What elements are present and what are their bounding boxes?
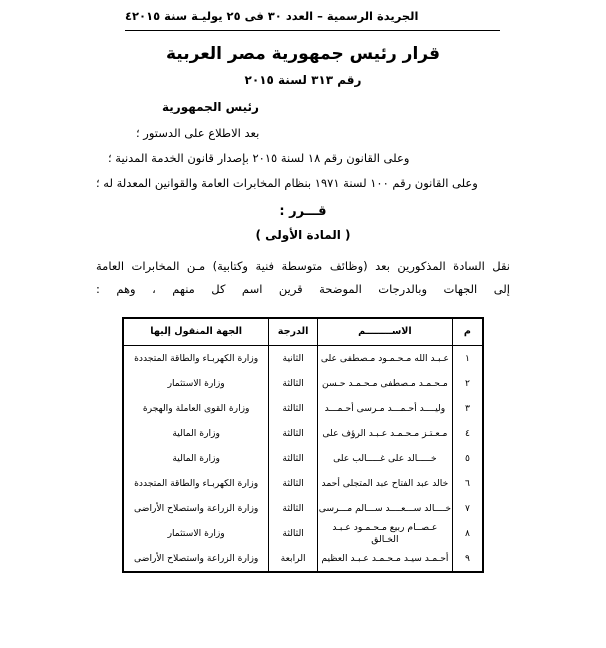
table-row xyxy=(123,446,483,471)
column-header-index: م xyxy=(452,318,483,346)
cell-index: ٩ xyxy=(452,546,483,572)
cell-name: خالد عبد الفتاح عبد المتجلى أحمد xyxy=(317,471,452,496)
cell-destination: وزارة المالية xyxy=(123,446,269,471)
cell-grade: الثالثة xyxy=(269,371,318,396)
cell-index: ١ xyxy=(452,346,483,372)
cell-grade: الثانية xyxy=(269,346,318,372)
cell-destination: وزارة المالية xyxy=(123,421,269,446)
signatory-label: رئيس الجمهورية xyxy=(162,100,259,114)
cell-index: ٢ xyxy=(452,371,483,396)
column-header-destination: الجهة المنقول إليها xyxy=(123,318,269,346)
cell-destination: وزارة الزراعة واستصلاح الأراضى xyxy=(123,546,269,572)
table-row xyxy=(123,421,483,446)
article-one-body xyxy=(96,255,510,301)
cell-destination: وزارة الكهربـاء والطاقة المتجددة xyxy=(123,471,269,496)
whereas-clause-2: وعلى القانون رقم ١٨ لسنة ٢٠١٥ بإصدار قانون الخدمة المدنية ؛ xyxy=(108,151,410,165)
cell-name: عـصــام ربيع مـحـمـود عـبـد الخـالق xyxy=(317,521,452,546)
article-body-line-2: إلى الجهات وبالدرجات الموضحة قرين اسم كل منهم ، وهم : xyxy=(96,282,510,296)
cell-index: ٥ xyxy=(452,446,483,471)
cell-index: ٦ xyxy=(452,471,483,496)
column-header-grade: الدرجة xyxy=(269,318,318,346)
transfers-table-container xyxy=(122,317,484,573)
cell-name: مـعـتـز مـحـمـد عـبـد الرؤف على xyxy=(317,421,452,446)
cell-grade: الثالثة xyxy=(269,521,318,546)
cell-index: ٧ xyxy=(452,496,483,521)
cell-name: مـحـمـد مـصطفى مـحـمـد حـسن xyxy=(317,371,452,396)
cell-name: عـبـد الله مـحـمـود مـصطفى على xyxy=(317,346,452,372)
table-row xyxy=(123,396,483,421)
article-one-heading: ( المادة الأولى ) xyxy=(255,228,351,242)
decree-number-subtitle: رقم ٣١٣ لسنة ٢٠١٥ xyxy=(244,73,362,87)
cell-index: ٣ xyxy=(452,396,483,421)
table-row xyxy=(123,521,483,546)
article-body-line-1: نقل السادة المذكورين بعد (وظائف متوسطة فنية وكتابية) مـن المخابرات العامة xyxy=(96,259,510,273)
cell-name: وليــــد أحـمـــد مـرسى أحـمـــد xyxy=(317,396,452,421)
cell-name: خـــــالد على غـــــالب على xyxy=(317,446,452,471)
cell-grade: الرابعة xyxy=(269,546,318,572)
cell-destination: وزارة القوى العاملة والهجرة xyxy=(123,396,269,421)
cell-grade: الثالثة xyxy=(269,496,318,521)
cell-index: ٨ xyxy=(452,521,483,546)
page-title: قرار رئيس جمهورية مصر العربية xyxy=(165,44,440,64)
cell-destination: وزارة الاستثمار xyxy=(123,521,269,546)
table-header-row xyxy=(123,318,483,346)
decides-heading: قـــرر : xyxy=(279,204,327,219)
column-header-name: الاســــــــم xyxy=(317,318,452,346)
cell-grade: الثالثة xyxy=(269,396,318,421)
cell-grade: الثالثة xyxy=(269,421,318,446)
transfers-table xyxy=(122,317,484,573)
header-gazette-line: الجريدة الرسمية – العدد ٣٠ فى ٢٥ يوليـة سنة ٢٠١٥ xyxy=(132,9,419,23)
whereas-clause-3: وعلى القانون رقم ١٠٠ لسنة ١٩٧١ بنظام المخابرات العامة والقوانين المعدلة له ؛ xyxy=(96,176,478,190)
table-row xyxy=(123,496,483,521)
cell-index: ٤ xyxy=(452,421,483,446)
cell-destination: وزارة الزراعة واستصلاح الأراضى xyxy=(123,496,269,521)
table-row xyxy=(123,471,483,496)
table-row xyxy=(123,371,483,396)
cell-name: خــــالد ســـعــــد ســـالم مـــرسى xyxy=(317,496,452,521)
table-row xyxy=(123,346,483,372)
header-page-number: ٤ xyxy=(125,9,133,23)
cell-destination: وزارة الكهربـاء والطاقة المتجددة xyxy=(123,346,269,372)
cell-grade: الثالثة xyxy=(269,471,318,496)
table-row xyxy=(123,546,483,572)
cell-name: أحـمـد سيـد مـحـمـد عـبـد العظيم xyxy=(317,546,452,572)
whereas-clause-1: بعد الاطلاع على الدستور ؛ xyxy=(136,126,260,140)
running-header xyxy=(125,9,500,23)
preamble-block xyxy=(96,100,510,301)
header-divider-rule xyxy=(125,30,500,31)
cell-grade: الثالثة xyxy=(269,446,318,471)
cell-destination: وزارة الاستثمار xyxy=(123,371,269,396)
